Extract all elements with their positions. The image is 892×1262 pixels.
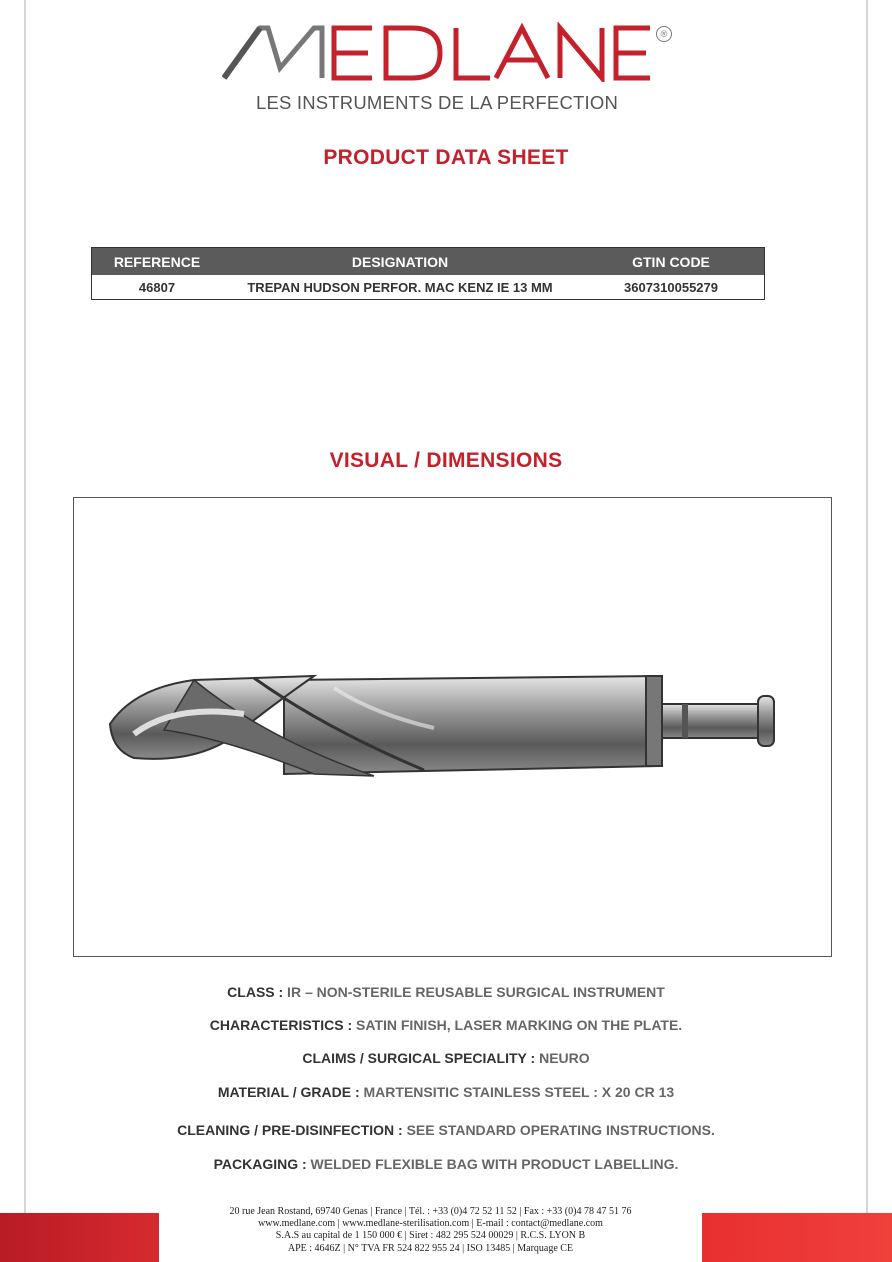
footer-company-info: S.A.S au capital de 1 150 000 € | Siret : 482 295 524 00029 | R.C.S. LYON B [275, 1230, 586, 1242]
footer-red-bar-right [702, 1213, 892, 1262]
footer-address: 20 rue Jean Rostand, 69740 Genas | France | Tél. : +33 (0)4 72 52 11 52 | Fax : +33 (0)4 78 47 51 76 [229, 1206, 632, 1217]
table-header-row [92, 248, 764, 275]
header-designation: DESIGNATION [351, 253, 449, 270]
visual-dimensions-title: VISUAL / DIMENSIONS [329, 449, 563, 472]
footer-websites: www.medlane.com | www.medlane-sterilisation.com | E-mail : contact@medlane.com [258, 1218, 603, 1230]
footer-registration: APE : 4646Z | N° TVA FR 524 822 955 24 | ISO 13485 | Marquage CE [287, 1242, 574, 1254]
product-visual-box [73, 497, 832, 957]
cell-gtin-code: 3607310055279 [624, 279, 718, 295]
spec-packaging: PACKAGING : WELDED FLEXIBLE BAG WITH PRODUCT LABELLING. [213, 1156, 679, 1172]
header-reference: REFERENCE [113, 253, 201, 270]
header-gtin-code: GTIN CODE [632, 253, 710, 270]
spec-characteristics: CHARACTERISTICS : SATIN FINISH, LASER MARKING ON THE PLATE. [209, 1017, 683, 1033]
footer-red-bar-left [0, 1213, 159, 1262]
medlane-logo-wordmark [222, 22, 652, 82]
right-border-line [866, 0, 868, 1262]
reference-table [91, 247, 765, 300]
cell-designation: TREPAN HUDSON PERFOR. MAC KENZ IE 13 MM [247, 279, 553, 295]
left-border-line [24, 0, 26, 1262]
brand-tagline: LES INSTRUMENTS DE LA PERFECTION [255, 92, 619, 113]
spec-claims: CLAIMS / SURGICAL SPECIALITY : NEURO [302, 1050, 590, 1066]
spec-cleaning: CLEANING / PRE-DISINFECTION : SEE STANDARD OPERATING INSTRUCTIONS. [177, 1122, 715, 1138]
spec-class: CLASS : IR – NON-STERILE REUSABLE SURGICAL INSTRUMENT [227, 984, 665, 1000]
registered-mark: ® [656, 26, 672, 42]
footer-contact [159, 1206, 702, 1255]
trepan-drill-image [74, 618, 830, 818]
product-data-sheet-title: PRODUCT DATA SHEET [323, 146, 569, 169]
spec-material: MATERIAL / GRADE : MARTENSITIC STAINLESS STEEL : X 20 CR 13 [217, 1084, 675, 1100]
brand-logo [222, 22, 672, 118]
cell-reference: 46807 [138, 279, 176, 295]
table-row [92, 275, 764, 299]
